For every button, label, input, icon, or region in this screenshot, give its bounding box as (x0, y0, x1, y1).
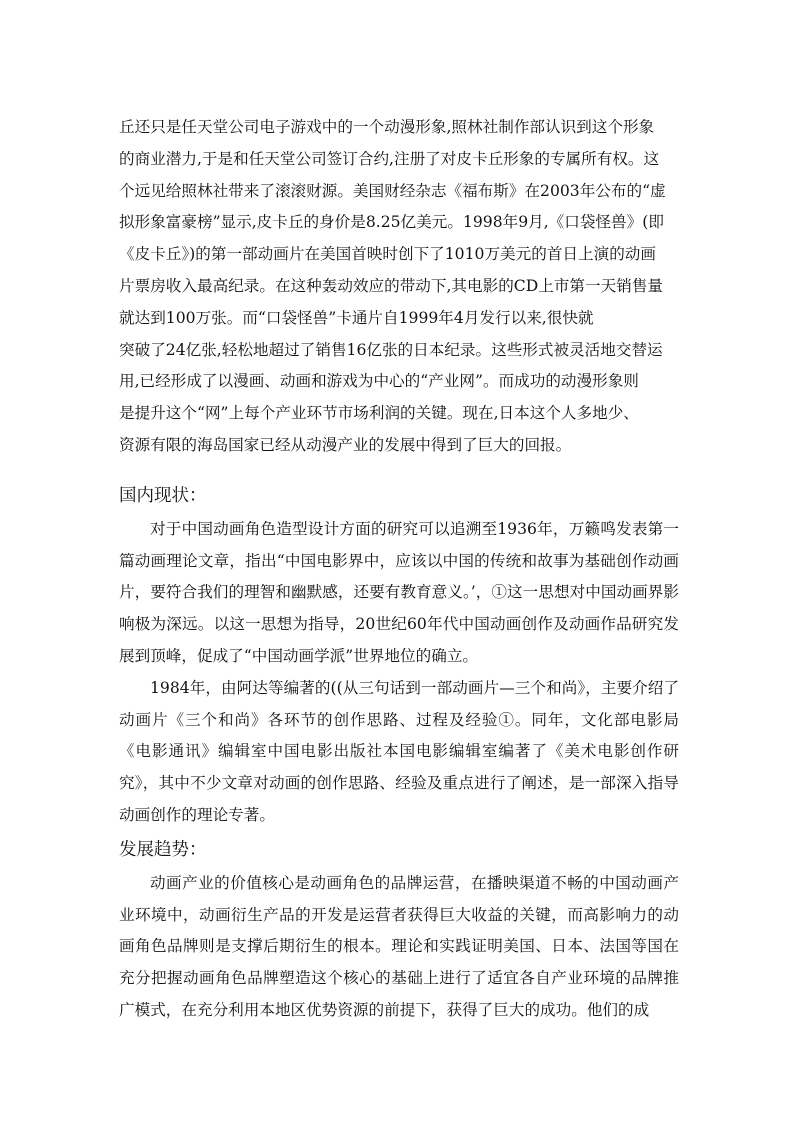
intro-line-3: 个远见给照林社带来了滚滚财源。美国财经杂志《福布斯》在2003年公布的“虚 (119, 181, 666, 200)
document-page (119, 112, 679, 1027)
intro-line-1: 丘还只是任天堂公司电子游戏中的一个动漫形象,照林社制作部认识到这个形象 (119, 118, 655, 136)
intro-line-2: 的商业潜力,于是和任天堂公司签订合约,注册了对皮卡丘形象的专属所有权。这 (119, 149, 660, 168)
intro-line-7: 就达到100万张。而“口袋怪兽”卡通片自1999年4月发行以来,很快就 (119, 308, 594, 327)
intro-line-9: 用,已经形成了以漫画、动画和游戏为中心的“产业网”。而成功的动漫形象则 (119, 372, 639, 391)
intro-paragraph (119, 112, 679, 462)
domestic-heading: 国内现状： (119, 485, 207, 506)
intro-line-5: 《皮卡丘》)的第一部动画片在美国首映时创下了1010万美元的首日上演的动画 (119, 245, 656, 264)
domestic-paragraph-2: 1984年，由阿达等编著的((从三句话到一部动画片—三个和尚》，主要介绍了动画片《三个和尚》各环节的创作思路、过程及经验①。同年，文化部电影局《电影通讯》编辑室中国电影出版社本国电影编辑室编著了《美术电影创作研究》，其中不少文章对动画的创作思路、经验及重点进行了阐述，是一部深入指导动画创作的理论专著。 (119, 678, 679, 824)
trends-paragraph-1: 动画产业的价值核心是动画角色的品牌运营，在播映渠道不畅的中国动画产业环境中，动画衍生产品的开发是运营者获得巨大收益的关键，而高影响力的动画角色品牌则是支撑后期衍生的根本。理论和实践证明美国、日本、法国等国在充分把握动画角色品牌塑造这个核心的基础上进行了适宜各自产业环境的品牌推广模式，在充分利用本地区优势资源的前提下，获得了巨大的成功。他们的成 (119, 873, 679, 1019)
intro-line-8: 突破了24亿张,轻松地超过了销售16亿张的日本纪录。这些形式被灵活地交替运 (119, 340, 663, 359)
intro-line-11: 资源有限的海岛国家已经从动漫产业的发展中得到了巨大的回报。 (119, 435, 572, 454)
intro-line-4: 拟形象富豪榜”显示,皮卡丘的身价是8.25亿美元。1998年9月,《口袋怪兽》(即 (119, 213, 664, 232)
intro-line-10: 是提升这个“网”上每个产业环节市场利润的关键。现在,日本这个人多地少、 (119, 404, 639, 423)
domestic-paragraph-1: 对于中国动画角色造型设计方面的研究可以追溯至1936年，万籁鸣发表第一篇动画理论文章，指出“中国电影界中，应该以中国的传统和故事为基础创作动画片，要符合我们的理智和幽默感，还要有教育意义。’，①这一思想对中国动画界影响极为深远。以这一思想为指导，20世纪60年代中国动画创作及动画作品研究发展到顶峰，促成了“中国动画学派”世界地位的确立。 (119, 519, 679, 665)
intro-line-6: 片票房收入最高纪录。在这种轰动效应的带动下,其电影的CD上市第一天销售量 (119, 276, 663, 295)
trends-heading: 发展趋势： (119, 839, 207, 860)
